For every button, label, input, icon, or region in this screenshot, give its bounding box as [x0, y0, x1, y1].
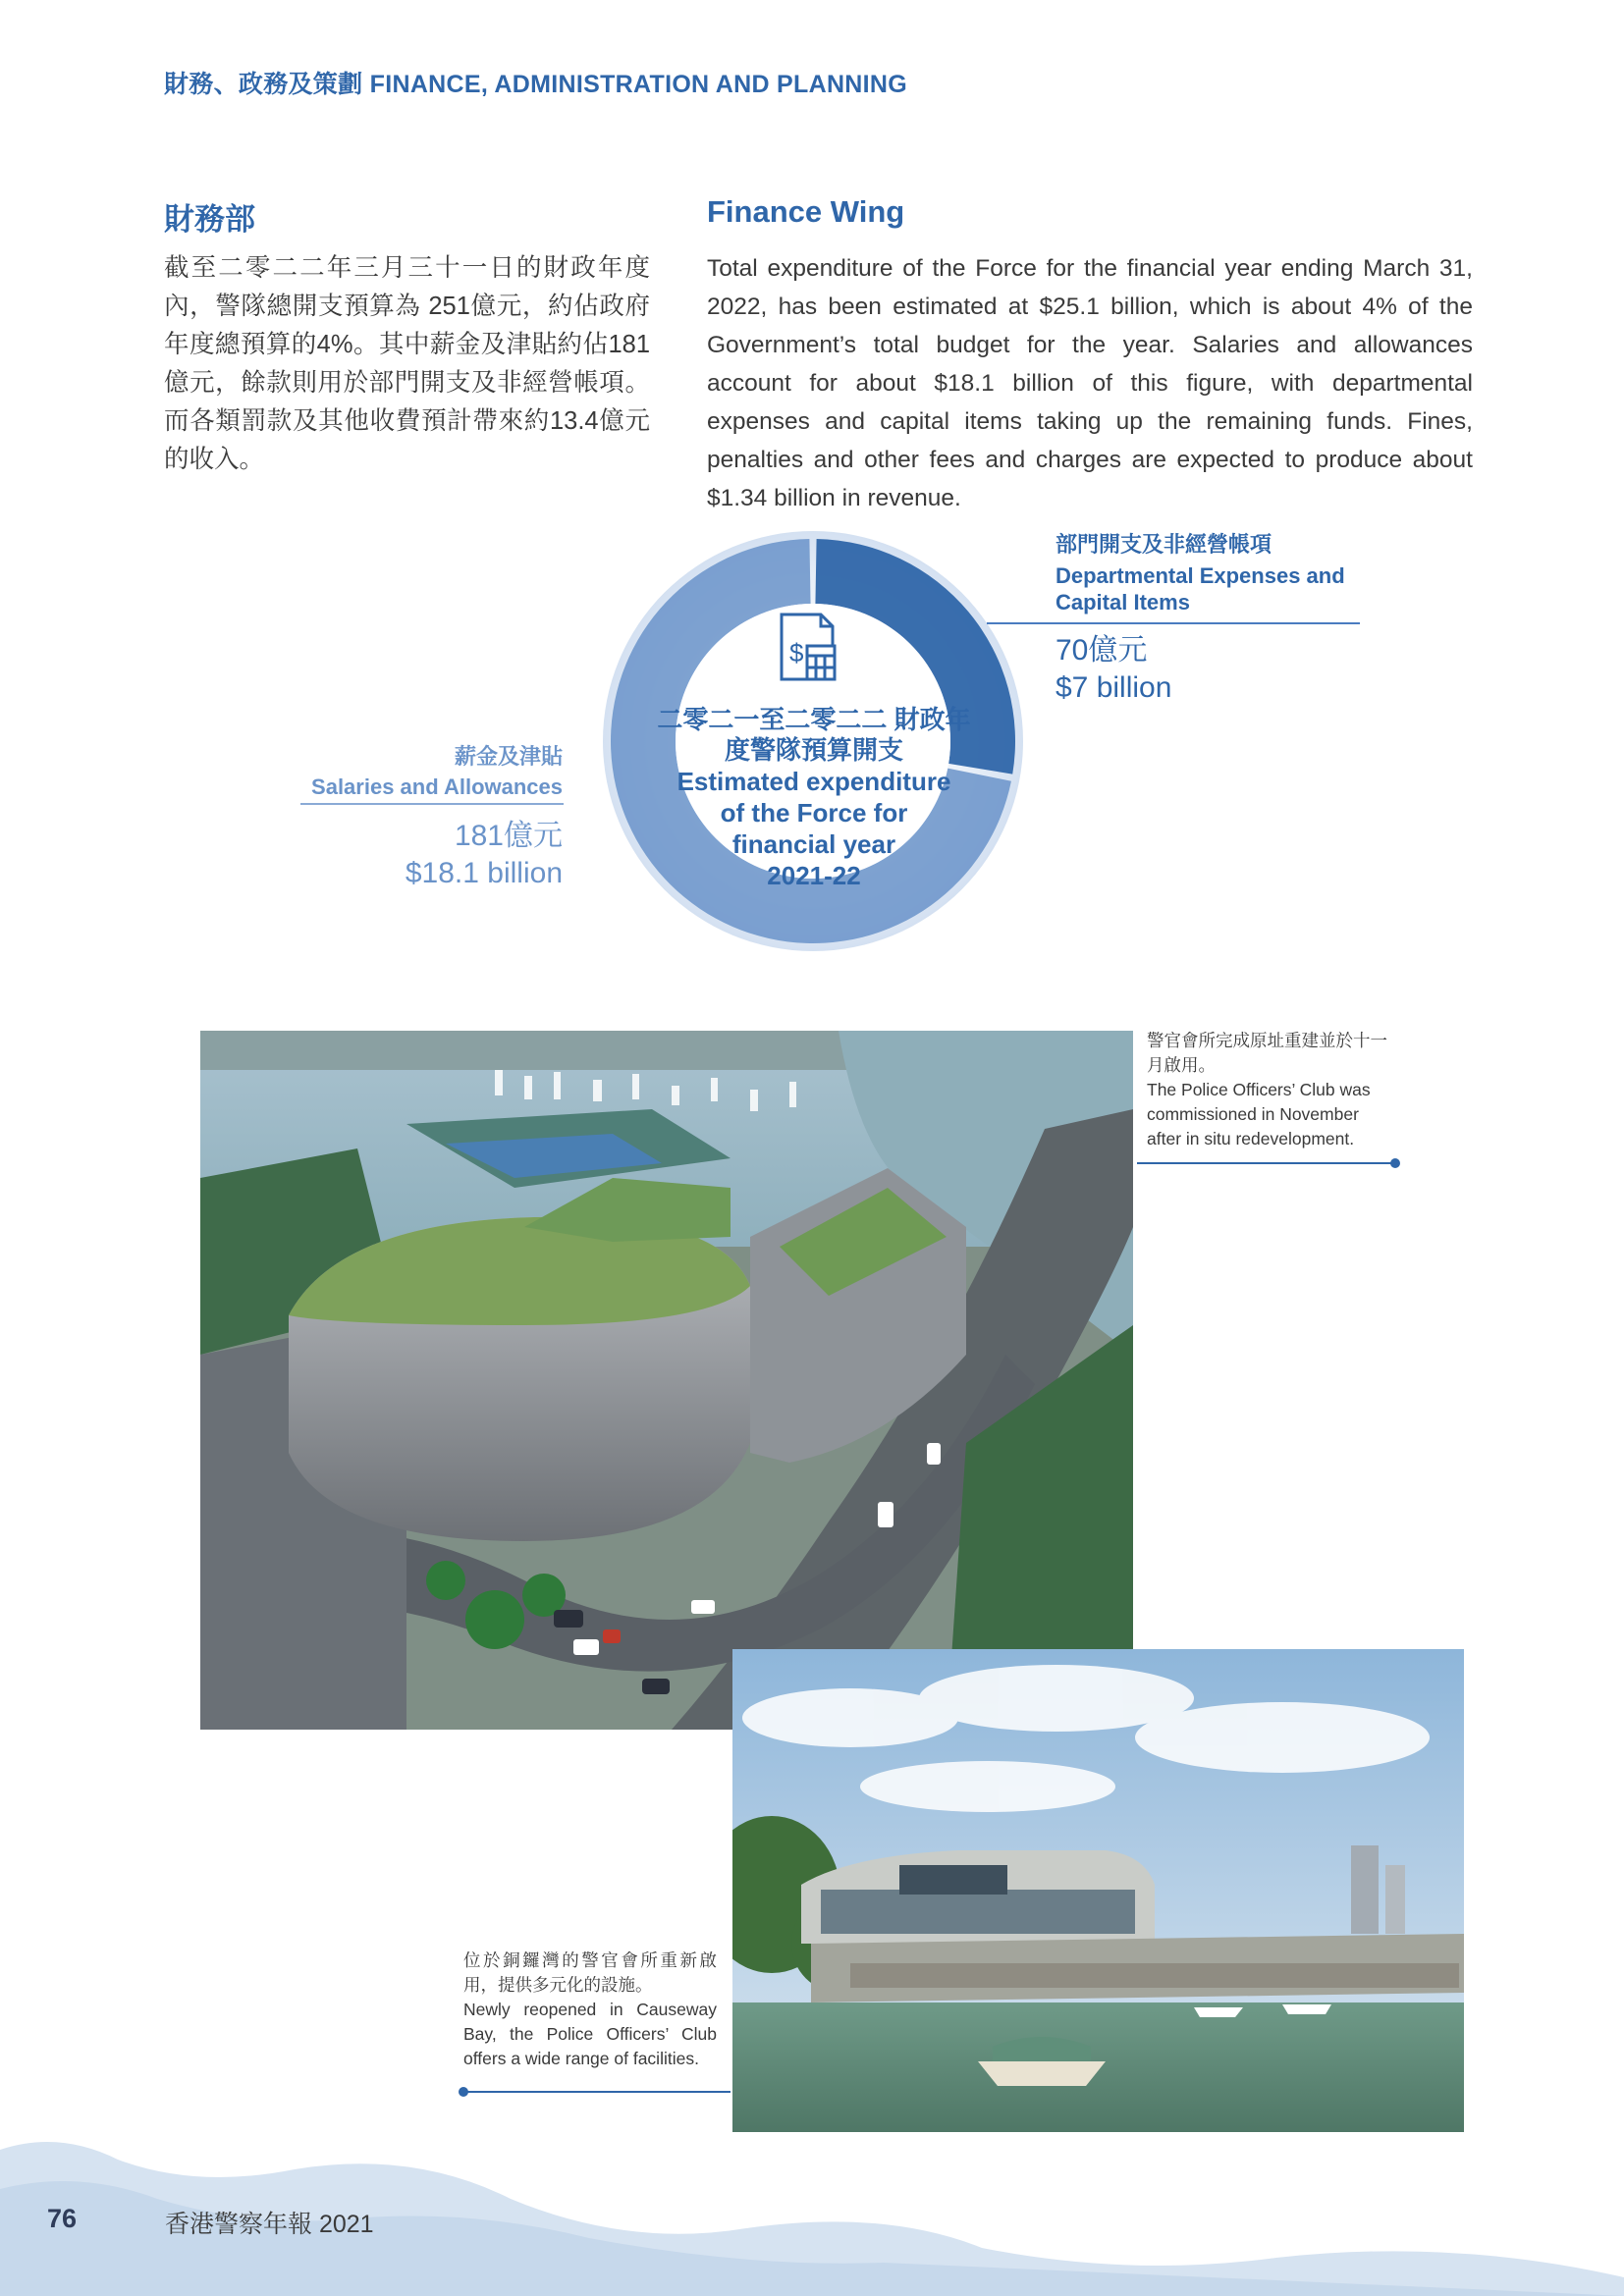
legend-departmental-en-1: Departmental Expenses and	[1056, 563, 1345, 588]
legend-salaries-en: Salaries and Allowances	[311, 774, 563, 799]
svg-text:$: $	[789, 638, 804, 667]
legend-salaries	[255, 740, 563, 800]
legend-departmental	[1056, 528, 1380, 615]
caption-1-divider	[1137, 1162, 1394, 1164]
caption-1-dot	[1390, 1158, 1400, 1168]
page-number: 76	[47, 2204, 78, 2233]
value-salaries	[295, 818, 563, 892]
body-text-cn: 截至二零二二年三月三十一日的財政年度內，警隊總開支預算為 251億元，約佔政府年度總預算的4%。其中薪金及津貼約佔181億元，餘款則用於部門開支及非經營帳項。而各類罰款及其他收費預計帶來約13.4億元的收入。	[164, 254, 650, 473]
photo-caption-1	[1147, 1029, 1394, 1151]
photo-caption-2-en: Newly reopened in Causeway Bay, the Police Officers’ Club offers a wide range of facilities.	[463, 2000, 717, 2068]
waterfront-photo-police-officers-club	[732, 1649, 1464, 2132]
photo-caption-2	[463, 1949, 717, 2071]
chart-title-en-2: of the Force for	[720, 798, 908, 828]
chart-center-title	[653, 705, 975, 891]
value-departmental-cn: 70億元	[1056, 634, 1148, 667]
body-text-en: Total expenditure of the Force for the financial year ending March 31, 2022, has been estimated at $25.1 billion, which is about 4% of the Government’s total budget for the year. Salaries and allowances account for about $18.1 billion of this figure, with departmental expenses and capital items taking up the remaining funds. Fines, penalties and other fees and charges are expected to produce about $1.34 billion in revenue.	[707, 255, 1473, 511]
photo-caption-1-cn: 警官會所完成原址重建並於十一月啟用。	[1147, 1031, 1387, 1075]
chart-title-en-3: financial year	[731, 829, 896, 859]
value-departmental	[1056, 632, 1171, 707]
caption-2-dot	[459, 2087, 468, 2097]
chart-title-en-4: 2021-22	[767, 861, 861, 890]
chart-title-cn-text: 二零二一至二零二二 財政年度警隊預算開支	[657, 705, 971, 765]
value-salaries-en: $18.1 billion	[405, 857, 563, 889]
section-title-cn: 財務部	[164, 202, 255, 237]
value-departmental-en: $7 billion	[1056, 671, 1172, 704]
leader-line-salaries	[300, 803, 564, 805]
value-salaries-cn: 181億元	[454, 820, 563, 852]
legend-salaries-cn: 薪金及津貼	[454, 744, 563, 769]
legend-departmental-cn: 部門開支及非經營帳項	[1056, 532, 1272, 557]
section-header: 財務、政務及策劃 FINANCE, ADMINISTRATION AND PLANNING	[164, 71, 907, 98]
chart-title-en-1: Estimated expenditure	[677, 767, 951, 796]
legend-departmental-en-2: Capital Items	[1056, 590, 1190, 614]
report-title: 香港警察年報 2021	[165, 2211, 374, 2238]
photo-caption-2-cn: 位於銅鑼灣的警官會所重新啟用，提供多元化的設施。	[463, 1950, 717, 1995]
chart-title-cn	[653, 705, 975, 766]
leader-line-departmental	[987, 622, 1360, 624]
section-title-en: Finance Wing	[707, 194, 905, 229]
photo-caption-1-en: The Police Officers’ Club was commissioned in November after in situ redevelopment.	[1147, 1080, 1371, 1148]
caption-2-divider	[463, 2091, 731, 2093]
aerial-photo-police-officers-club	[200, 1031, 1133, 1730]
